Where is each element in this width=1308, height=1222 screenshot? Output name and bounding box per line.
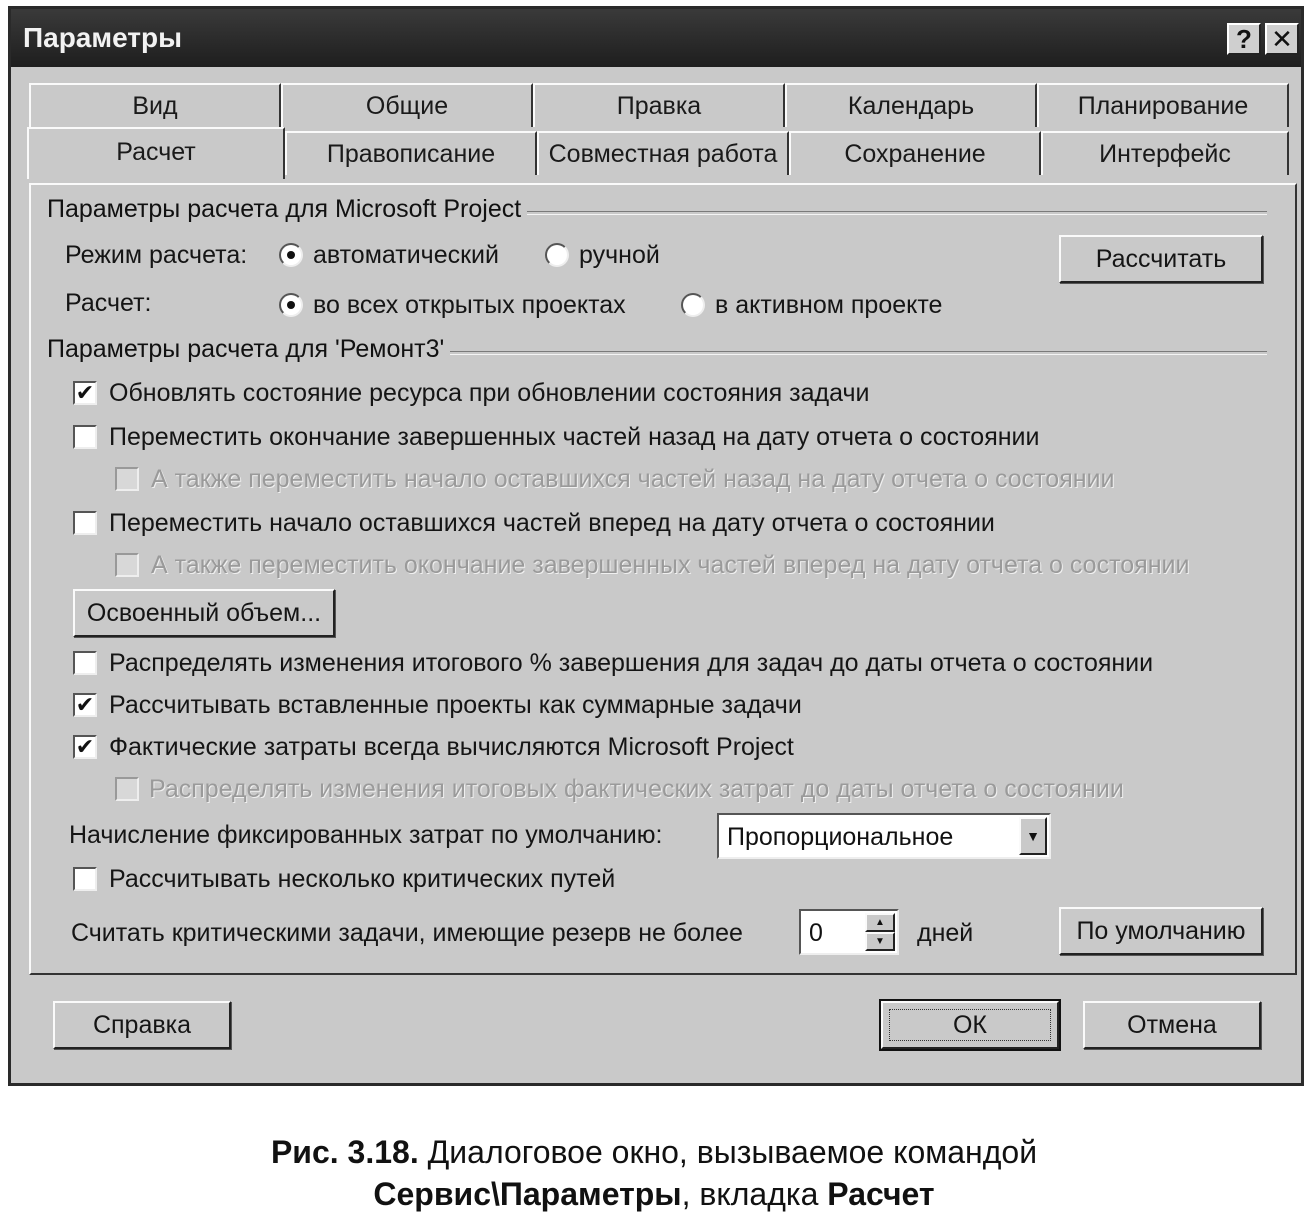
radio-active-project[interactable] bbox=[681, 293, 705, 317]
spin-up-icon[interactable]: ▲ bbox=[865, 913, 895, 932]
checkbox-spread-actual-costs[interactable] bbox=[115, 777, 139, 801]
checkbox-move-start-forward[interactable] bbox=[73, 511, 97, 535]
checkbox-move-start-back[interactable] bbox=[115, 467, 139, 491]
ok-button[interactable] bbox=[881, 1001, 1059, 1049]
earned-value-button[interactable]: Освоенный объем... bbox=[73, 589, 335, 637]
calc-mode-label: Режим расчета: bbox=[65, 241, 248, 269]
calculate-button[interactable]: Рассчитать bbox=[1059, 235, 1263, 283]
checkbox-move-end-back[interactable] bbox=[73, 425, 97, 449]
tab-interface[interactable]: Интерфейс bbox=[1041, 131, 1289, 175]
caption-line2-text: , вкладка bbox=[681, 1176, 828, 1212]
checkbox-multiple-critical[interactable] bbox=[73, 867, 97, 891]
window-title: Параметры bbox=[23, 22, 183, 53]
checkbox-move-end-forward-label: А также переместить окончание завершенных частей вперед на дату отчета о состоянии bbox=[151, 551, 1190, 579]
slack-input[interactable] bbox=[799, 909, 899, 955]
tab-save[interactable]: Сохранение bbox=[789, 131, 1041, 175]
caption-menu-path: Сервис\Параметры bbox=[373, 1176, 682, 1212]
checkbox-actual-costs-label[interactable]: Фактические затраты всегда вычисляются Microsoft Project bbox=[109, 733, 794, 761]
help-title-button[interactable]: ? bbox=[1227, 23, 1261, 55]
checkbox-spread-actual-costs-label: Распределять изменения итоговых фактических затрат до даты отчета о состоянии bbox=[149, 775, 1124, 803]
fixed-cost-select[interactable] bbox=[717, 813, 1051, 859]
radio-active-project-label[interactable]: в активном проекте bbox=[715, 291, 943, 319]
radio-manual[interactable] bbox=[545, 243, 569, 267]
slack-unit: дней bbox=[917, 919, 974, 947]
slack-label: Считать критическими задачи, имеющие резерв не более bbox=[71, 919, 743, 947]
tab-calendar[interactable]: Календарь bbox=[785, 83, 1037, 127]
checkbox-actual-costs[interactable]: ✔ bbox=[73, 735, 97, 759]
close-icon[interactable]: ✕ bbox=[1265, 23, 1299, 55]
checkbox-inserted-projects-label[interactable]: Рассчитывать вставленные проекты как суммарные задачи bbox=[109, 691, 802, 719]
checkbox-update-resource[interactable]: ✔ bbox=[73, 381, 97, 405]
fixed-cost-label: Начисление фиксированных затрат по умолчанию: bbox=[69, 821, 663, 849]
tab-view[interactable]: Вид bbox=[29, 83, 281, 127]
title-bar[interactable] bbox=[11, 9, 1301, 67]
fixed-cost-value: Пропорциональное bbox=[727, 823, 954, 851]
checkbox-move-start-forward-label[interactable]: Переместить начало оставшихся частей вперед на дату отчета о состоянии bbox=[109, 509, 995, 537]
group2-title: Параметры расчета для 'Ремонт3' bbox=[47, 335, 450, 364]
tab-calculation[interactable]: Расчет bbox=[27, 127, 285, 179]
group1-title: Параметры расчета для Microsoft Project bbox=[47, 195, 527, 224]
checkbox-move-end-back-label[interactable]: Переместить окончание завершенных частей назад на дату отчета о состоянии bbox=[109, 423, 1040, 451]
tab-spelling[interactable]: Правописание bbox=[285, 131, 537, 175]
options-dialog bbox=[8, 6, 1304, 1086]
help-button[interactable]: Справка bbox=[53, 1001, 231, 1049]
radio-auto-label[interactable]: автоматический bbox=[313, 241, 499, 269]
tab-collaborate[interactable]: Совместная работа bbox=[537, 131, 789, 175]
default-button[interactable]: По умолчанию bbox=[1059, 907, 1263, 955]
checkbox-spread-percent-label[interactable]: Распределять изменения итогового % завершения для задач до даты отчета о состоянии bbox=[109, 649, 1154, 677]
tab-general[interactable]: Общие bbox=[281, 83, 533, 127]
calc-scope-label: Расчет: bbox=[65, 289, 152, 317]
caption-figure-number: Рис. 3.18. bbox=[270, 1134, 419, 1170]
checkbox-inserted-projects[interactable]: ✔ bbox=[73, 693, 97, 717]
cancel-button[interactable]: Отмена bbox=[1083, 1001, 1261, 1049]
chevron-down-icon[interactable]: ▼ bbox=[1019, 817, 1047, 855]
checkbox-update-resource-label[interactable]: Обновлять состояние ресурса при обновлении состояния задачи bbox=[109, 379, 870, 407]
focus-rect bbox=[889, 1009, 1051, 1041]
caption-line1-text: Диалоговое окно, вызываемое командой bbox=[418, 1134, 1038, 1170]
tab-edit[interactable]: Правка bbox=[533, 83, 785, 127]
figure-caption-line1 bbox=[0, 1134, 1308, 1171]
radio-auto[interactable] bbox=[279, 243, 303, 267]
checkbox-move-start-back-label: А также переместить начало оставшихся частей назад на дату отчета о состоянии bbox=[151, 465, 1115, 493]
radio-all-projects[interactable] bbox=[279, 293, 303, 317]
figure-caption-line2 bbox=[0, 1176, 1308, 1213]
radio-manual-label[interactable]: ручной bbox=[579, 241, 660, 269]
checkbox-multiple-critical-label[interactable]: Рассчитывать несколько критических путей bbox=[109, 865, 616, 893]
checkbox-move-end-forward[interactable] bbox=[115, 553, 139, 577]
tab-schedule[interactable]: Планирование bbox=[1037, 83, 1289, 127]
ok-button-label: ОК bbox=[952, 1011, 987, 1039]
slack-value: 0 bbox=[809, 919, 823, 947]
checkbox-spread-percent[interactable] bbox=[73, 651, 97, 675]
caption-tab-name: Расчет bbox=[827, 1176, 935, 1212]
radio-all-projects-label[interactable]: во всех открытых проектах bbox=[313, 291, 626, 319]
spin-down-icon[interactable]: ▼ bbox=[865, 932, 895, 951]
